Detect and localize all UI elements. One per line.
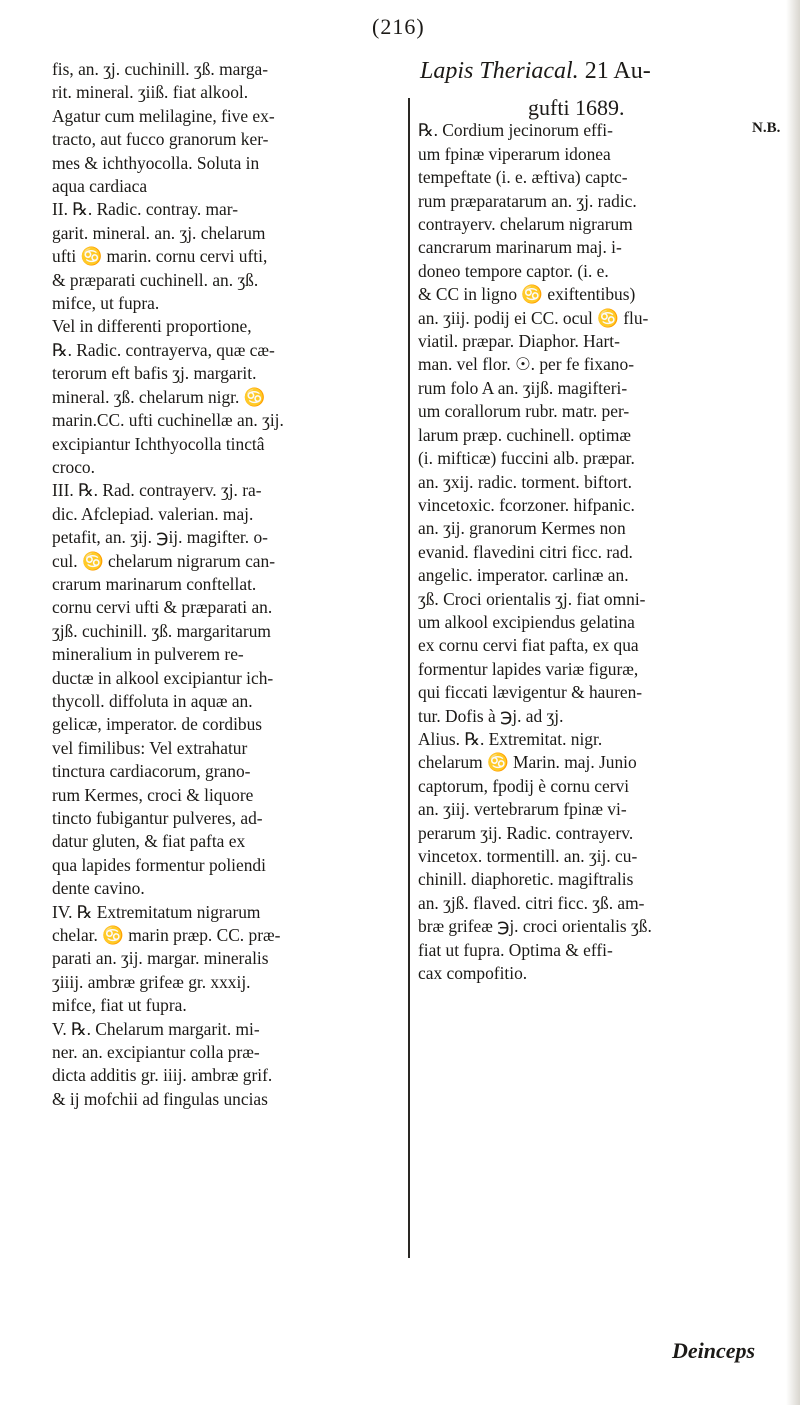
text-line: chelarum ♋ Marin. maj. Junio: [418, 752, 637, 773]
text-line: an. ʒiij. podij ei CC. ocul ♋ flu-: [418, 307, 649, 328]
text-line: II. ℞. Radic. contray. mar-: [52, 199, 239, 220]
text-line: tincto fubigantur pulveres, ad-: [52, 808, 263, 828]
page-number: (216): [372, 14, 425, 39]
heading-date-continued: gufti 1689.: [528, 95, 625, 120]
text-line: an. ʒjß. flaved. citri ficc. ʒß. am-: [418, 892, 645, 913]
text-line: cornu cervi ufti & præparati an.: [52, 597, 273, 618]
text-line: gelicæ, imperator. de cordibus: [52, 714, 263, 735]
text-line: crarum marinarum conftellat.: [52, 573, 257, 594]
text-line: rum folo A an. ʒijß. magifteri-: [418, 377, 628, 398]
text-line: tempeftate (i. e. æftiva) captc-: [418, 167, 628, 188]
text-line: chinill. diaphoretic. magiftralis: [418, 869, 634, 890]
text-line: um fpinæ viperarum idonea: [418, 143, 611, 164]
text-line: ductæ in alkool excipiantur ich-: [52, 667, 274, 688]
text-line: ner. an. excipiantur colla præ-: [52, 1042, 260, 1063]
text-line: qui ficcati lævigentur & hauren-: [418, 682, 643, 703]
text-line: qua lapides formentur poliendi: [52, 854, 266, 875]
text-line: dicta additis gr. iiij. ambræ grif.: [52, 1065, 273, 1086]
text-line: ʒjß. cuchinill. ʒß. margaritarum: [52, 620, 271, 641]
text-line: angelic. imperator. carlinæ an.: [418, 565, 629, 586]
text-line: doneo tempore captor. (i. e.: [418, 260, 609, 281]
text-line: & CC in ligno ♋ exiftentibus): [418, 284, 636, 305]
text-line: V. ℞. Chelarum margarit. mi-: [52, 1018, 260, 1039]
text-line: contrayerv. chelarum nigrarum: [418, 214, 633, 235]
text-line: tur. Dofis à ℈j. ad ʒj.: [418, 705, 564, 726]
text-line: evanid. flavedini citri ficc. rad.: [418, 541, 633, 562]
text-line: mes & ichthyocolla. Soluta in: [52, 152, 260, 173]
text-line: excipiantur Ichthyocolla tinctâ: [52, 433, 265, 454]
text-line: mifce, ut fupra.: [52, 293, 160, 314]
heading-date: 21 Au-: [584, 58, 651, 84]
text-line: Vel in differenti proportione,: [52, 316, 252, 337]
column-divider-rule: [408, 98, 410, 1258]
text-line: um alkool excipiendus gelatina: [418, 611, 635, 632]
text-line: formentur lapides variæ figuræ,: [418, 658, 639, 679]
text-line: mineral. ʒß. chelarum nigr. ♋: [52, 386, 266, 407]
margin-note: N.B.: [752, 120, 781, 136]
text-line: III. ℞. Rad. contrayerv. ʒj. ra-: [52, 480, 262, 501]
text-line: fiat ut fupra. Optima & effi-: [418, 939, 613, 960]
text-line: an. ʒxij. radic. torment. biftort.: [418, 471, 632, 492]
text-line: ʒß. Croci orientalis ʒj. fiat omni-: [418, 588, 646, 609]
text-line: ʒiiij. ambræ grifeæ gr. xxxij.: [52, 971, 251, 992]
catchword: Deinceps: [672, 1338, 756, 1363]
text-line: an. ʒij. granorum Kermes non: [418, 518, 626, 539]
text-line: tinctura cardiacorum, grano-: [52, 761, 251, 782]
text-line: petafit, an. ʒij. ℈ij. magifter. o-: [52, 527, 268, 548]
text-line: vincetox. tormentill. an. ʒij. cu-: [418, 846, 638, 866]
text-line: rit. mineral. ʒiiß. fiat alkool.: [52, 82, 249, 103]
text-line: datur gluten, & fiat pafta ex: [52, 831, 246, 852]
left-column: [52, 58, 382, 1111]
text-line: um corallorum rubr. matr. per-: [418, 401, 630, 422]
text-line: & præparati cuchinell. an. ʒß.: [52, 269, 259, 290]
text-line: (i. mifticæ) fuccini alb. præpar.: [418, 448, 635, 469]
text-line: ex cornu cervi fiat pafta, ex qua: [418, 635, 639, 656]
text-line: bræ grifeæ ℈j. croci orientalis ʒß.: [418, 916, 652, 937]
text-line: cancrarum marinarum maj. i-: [418, 237, 622, 258]
text-line: cul. ♋ chelarum nigrarum can-: [52, 550, 276, 571]
text-line: dente cavino.: [52, 878, 145, 899]
text-line: ufti ♋ marin. cornu cervi ufti,: [52, 246, 268, 267]
text-line: terorum eft bafis ʒj. margarit.: [52, 363, 257, 384]
text-line: dic. Afclepiad. valerian. maj.: [52, 503, 254, 524]
text-line: cax compofitio.: [418, 963, 528, 984]
text-line: perarum ʒij. Radic. contrayerv.: [418, 822, 634, 843]
text-line: vel fimilibus: Vel extrahatur: [52, 737, 248, 758]
text-line: chelar. ♋ marin præp. CC. præ-: [52, 925, 281, 946]
text-line: captorum, fpodij è cornu cervi: [418, 775, 630, 796]
text-line: IV. ℞ Extremitatum nigrarum: [52, 901, 261, 922]
text-line: & ij mofchii ad fingulas uncias: [52, 1088, 268, 1109]
text-line: mineralium in pulverem re-: [52, 644, 244, 665]
text-line: mifce, fiat ut fupra.: [52, 995, 187, 1016]
text-line: fis, an. ʒj. cuchinill. ʒß. marga-: [52, 59, 269, 79]
text-line: tracto, aut fucco granorum ker-: [52, 129, 269, 150]
text-line: vincetoxic. fcorzoner. hifpanic.: [418, 494, 635, 515]
text-line: Agatur cum melilagine, five ex-: [52, 105, 275, 126]
text-line: rum præparatarum an. ʒj. radic.: [418, 190, 637, 211]
text-line: croco.: [52, 456, 95, 477]
text-line: aqua cardiaca: [52, 176, 148, 197]
text-line: larum præp. cuchinell. optimæ: [418, 424, 632, 445]
page-edge-shadow: [786, 0, 800, 1405]
text-line: ℞. Radic. contrayerva, quæ cæ-: [52, 339, 275, 360]
text-line: ℞. Cordium jecinorum effi-: [418, 120, 613, 141]
text-line: garit. mineral. an. ʒj. chelarum: [52, 222, 266, 243]
right-column-heading: [420, 58, 651, 85]
text-line: parati an. ʒij. margar. mineralis: [52, 948, 269, 969]
text-line: thycoll. diffoluta in aquæ an.: [52, 690, 253, 711]
heading-title: Lapis Theriacal.: [420, 58, 579, 84]
text-line: Alius. ℞. Extremitat. nigr.: [418, 728, 603, 749]
text-line: an. ʒiij. vertebrarum fpinæ vi-: [418, 799, 627, 820]
text-line: man. vel flor. ☉. per fe fixano-: [418, 354, 634, 375]
text-line: marin.CC. ufti cuchinellæ an. ʒij.: [52, 410, 284, 431]
text-line: viatil. præpar. Diaphor. Hart-: [418, 331, 620, 352]
right-column: [418, 96, 740, 985]
text-line: rum Kermes, croci & liquore: [52, 784, 254, 805]
